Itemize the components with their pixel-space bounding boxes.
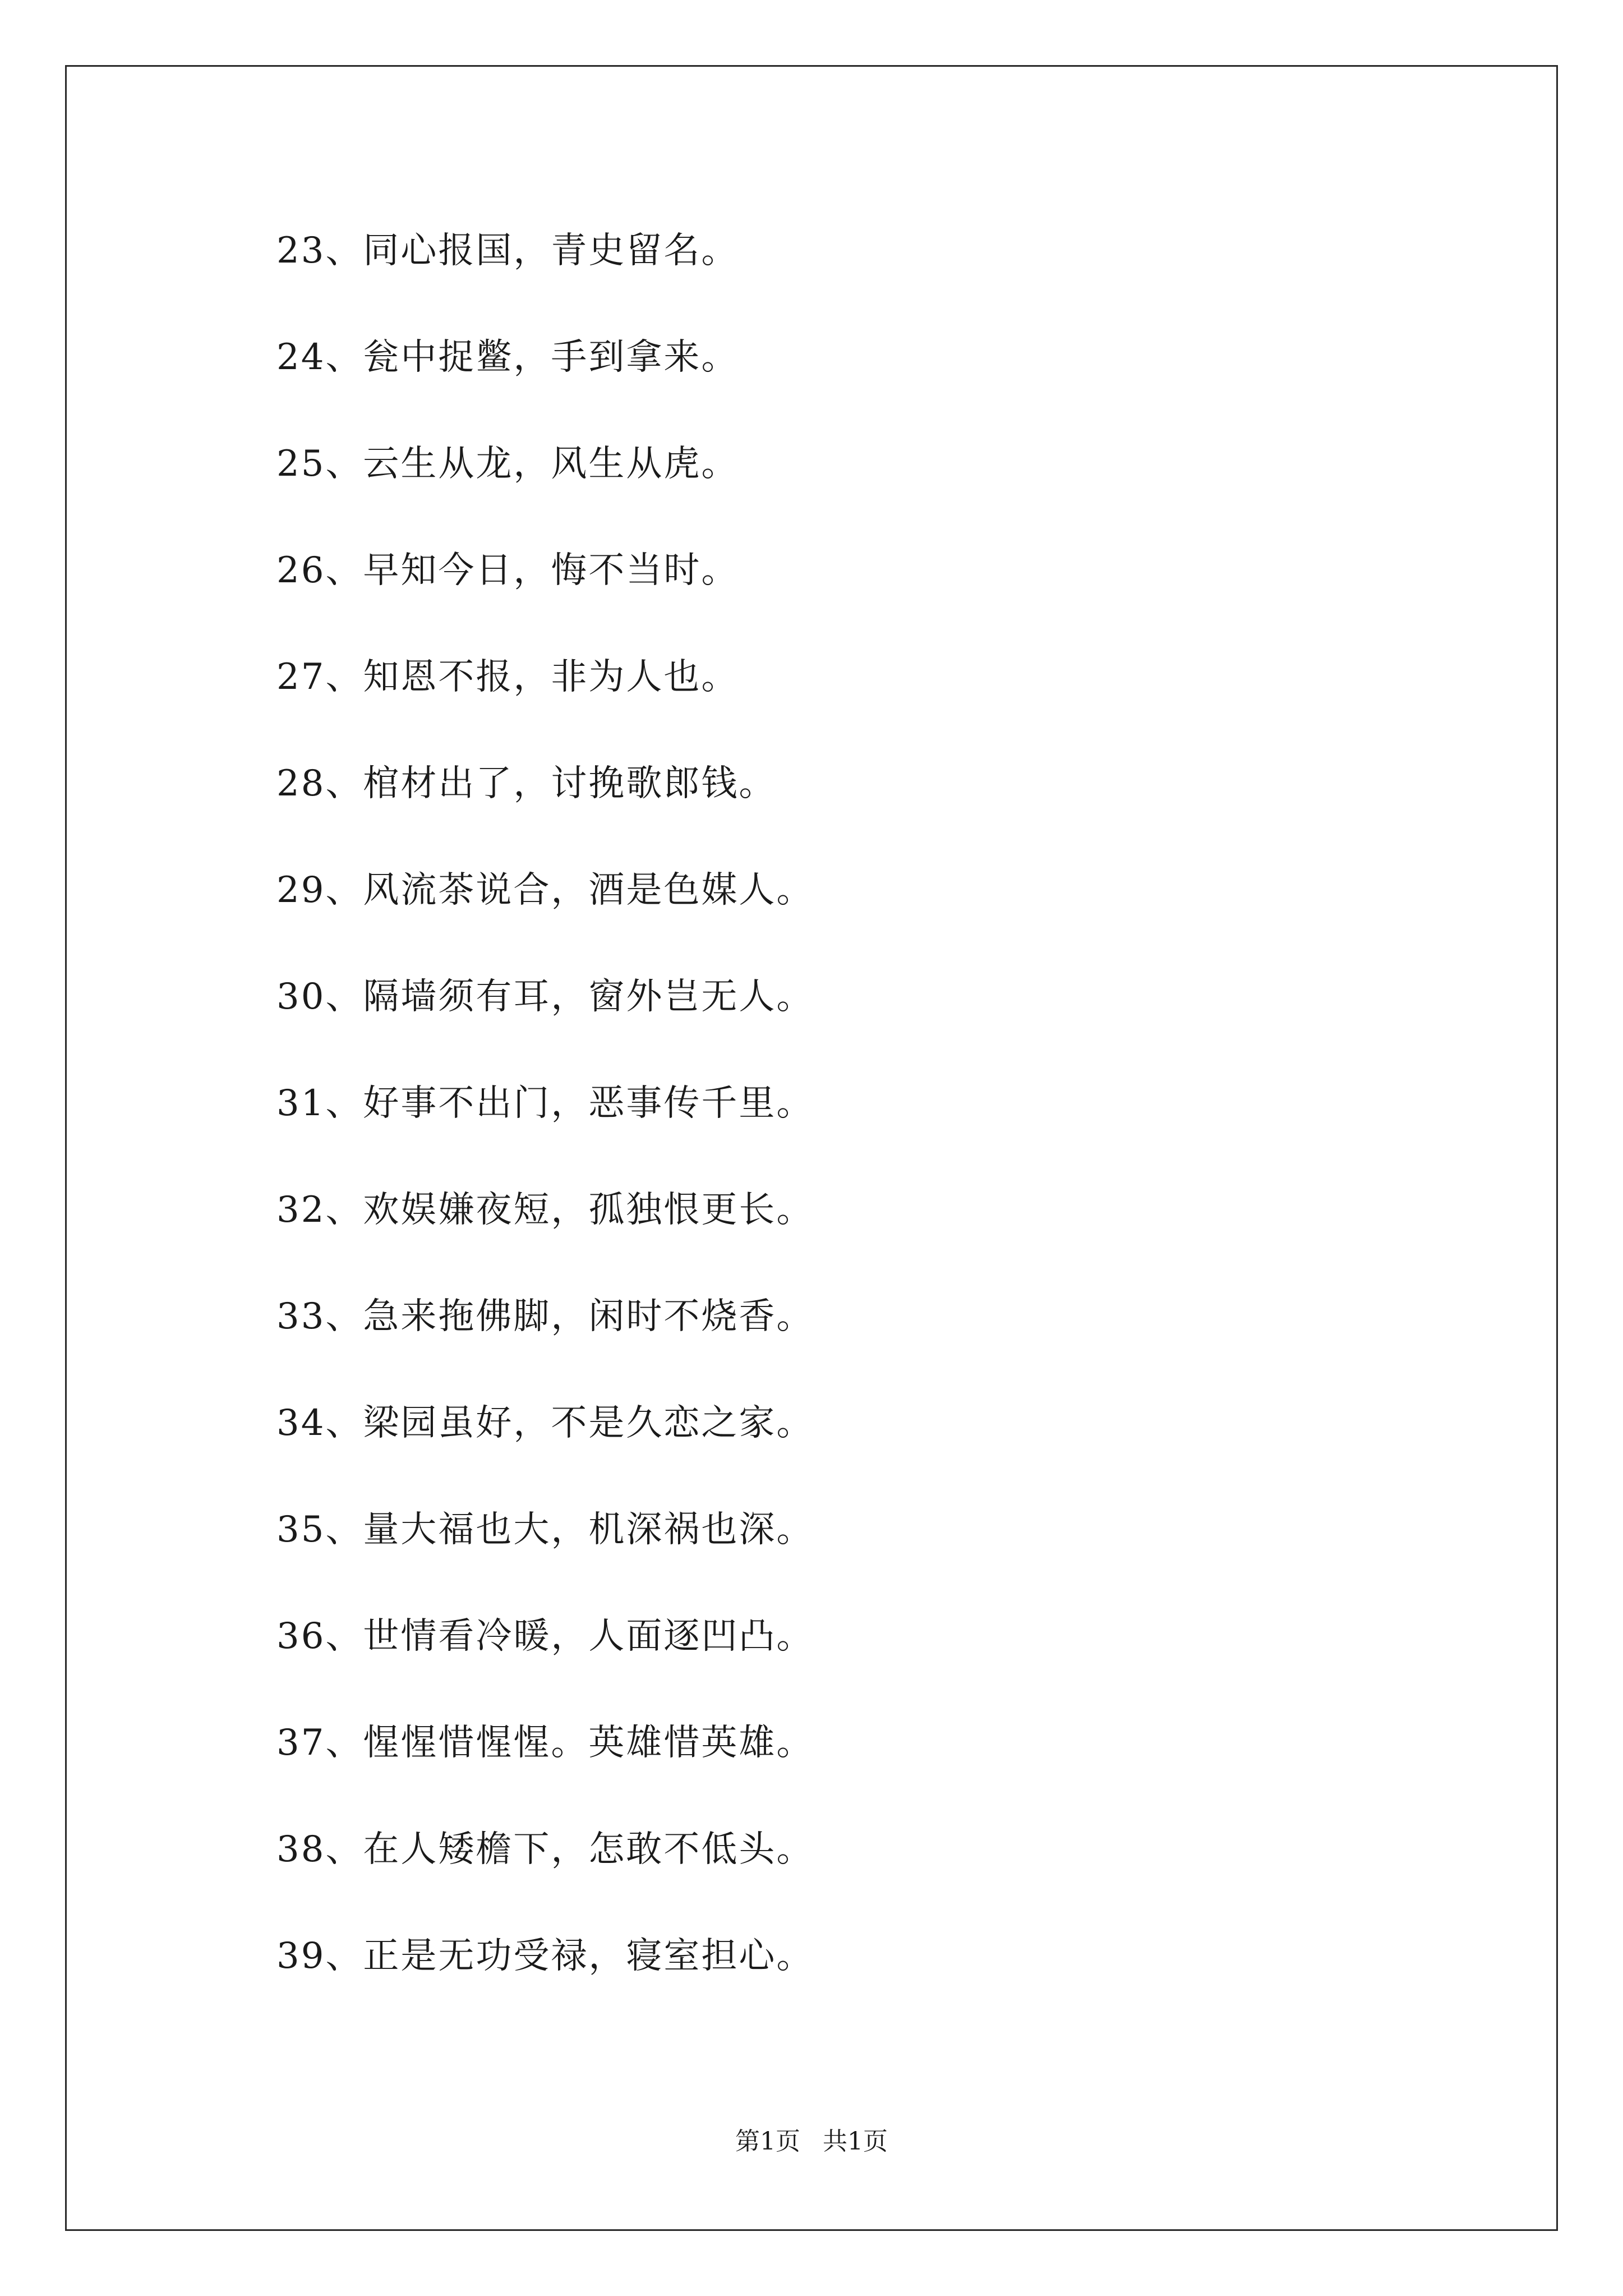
proverb-line: 39、正是无功受禄，寝室担心。 (276, 1935, 814, 1977)
proverb-line: 25、云生从龙，风生从虎。 (276, 443, 739, 485)
proverb-line: 27、知恩不报，非为人也。 (276, 656, 739, 698)
proverb-line: 28、棺材出了，讨挽歌郎钱。 (276, 763, 777, 804)
proverb-line: 38、在人矮檐下，怎敢不低头。 (276, 1829, 814, 1870)
proverb-line: 31、好事不出门，恶事传千里。 (276, 1083, 814, 1124)
proverb-line: 26、早知今日，悔不当时。 (276, 550, 739, 591)
proverb-line: 30、隔墙须有耳，窗外岂无人。 (276, 976, 814, 1018)
proverb-line: 29、风流茶说合，酒是色媒人。 (276, 869, 814, 911)
proverb-line: 36、世情看冷暖，人面逐凹凸。 (276, 1616, 814, 1657)
page-footer (0, 2125, 1623, 2159)
proverb-line: 32、欢娱嫌夜短，孤独恨更长。 (276, 1189, 814, 1231)
page-number-total: 共1页 (823, 2127, 888, 2156)
proverb-line: 37、惺惺惜惺惺。英雄惜英雄。 (276, 1722, 814, 1764)
page-number-current: 第1页 (735, 2127, 800, 2156)
proverb-line: 24、瓮中捉鳖，手到拿来。 (276, 337, 739, 378)
proverb-line: 23、同心报国，青史留名。 (276, 230, 739, 272)
proverb-line: 35、量大福也大，机深祸也深。 (276, 1509, 814, 1550)
proverb-line: 33、急来拖佛脚，闲时不烧香。 (276, 1296, 814, 1337)
proverb-list (276, 220, 1454, 2032)
proverb-line: 34、梁园虽好，不是久恋之家。 (276, 1402, 814, 1444)
